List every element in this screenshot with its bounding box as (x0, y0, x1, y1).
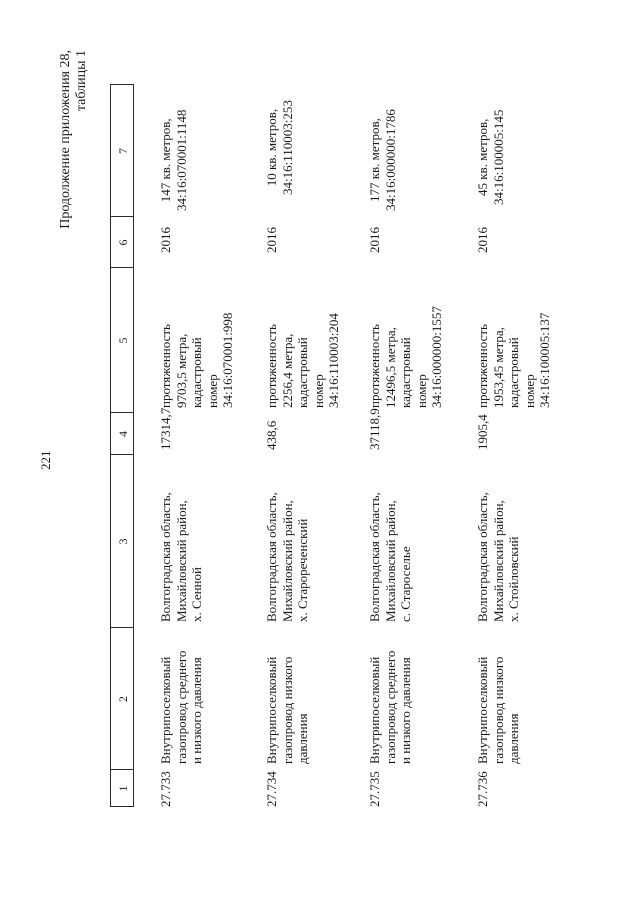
object-year: 2016 (158, 227, 173, 253)
row-number: 27.735 (367, 771, 382, 807)
object-characteristics: протяженность 9703,5 метра, кадастровый номер 34:16:070001:998 (158, 312, 235, 408)
object-land: 177 кв. метров, 34:16:000000:1786 (367, 109, 398, 211)
object-value: 17314,7 (158, 407, 173, 450)
table-header-bottom-border (133, 85, 134, 807)
object-name: Внутрипоселковый газопровод среднего и низкого давления (367, 650, 413, 764)
column-number-7: 7 (116, 148, 130, 154)
object-characteristics: протяженность 1953,45 метра, кадастровый номер 34:16:100005:137 (475, 312, 552, 408)
object-land: 10 кв. метров, 34:16:110003:253 (264, 100, 295, 195)
row-number: 27.736 (475, 771, 490, 807)
object-land: 147 кв. метров, 34:16:070001:1148 (158, 109, 189, 211)
continuation-title-line2: таблицы 1 (74, 50, 89, 112)
object-location: Волгоградская область, Михайловский район, с. Староселье (367, 492, 413, 622)
column-number-4: 4 (116, 431, 130, 437)
row-number: 27.734 (264, 771, 279, 807)
row-number: 27.733 (158, 771, 173, 807)
object-value: 37118,9 (367, 408, 382, 450)
object-characteristics: протяженность 12496,5 метра, кадастровый номер 34:16:000000:1557 (367, 306, 444, 408)
object-location: Волгоградская область, Михайловский район, х. Стойловский (475, 492, 521, 622)
column-number-1: 1 (116, 785, 130, 792)
column-number-5: 5 (116, 337, 130, 344)
object-value: 1905,4 (475, 414, 490, 450)
column-number-3: 3 (116, 538, 130, 545)
table-top-border (110, 85, 111, 807)
object-year: 2016 (367, 227, 382, 253)
continuation-title (58, 50, 90, 255)
object-year: 2016 (475, 227, 490, 253)
object-value: 438,6 (264, 420, 279, 450)
page-number: 221 (38, 450, 53, 470)
column-number-2: 2 (116, 696, 130, 702)
object-name: Внутрипоселковый газопровод низкого давления (264, 656, 310, 764)
object-name: Внутрипоселковый газопровод низкого давления (475, 656, 521, 764)
continuation-title-line1: Продолжение приложения 28, (58, 50, 73, 229)
object-location: Волгоградская область, Михайловский район, х. Старореченский (264, 492, 310, 622)
object-land: 45 кв. метров, 34:16:100005:145 (475, 109, 506, 205)
object-location: Волгоградская область, Михайловский район, х. Сенной (158, 492, 204, 622)
object-name: Внутрипоселковый газопровод среднего и низкого давления (158, 650, 204, 764)
object-characteristics: протяженность 2256,4 метра, кадастровый номер 34:16:110003:204 (264, 313, 341, 408)
column-number-6: 6 (116, 239, 130, 246)
object-year: 2016 (264, 227, 279, 253)
